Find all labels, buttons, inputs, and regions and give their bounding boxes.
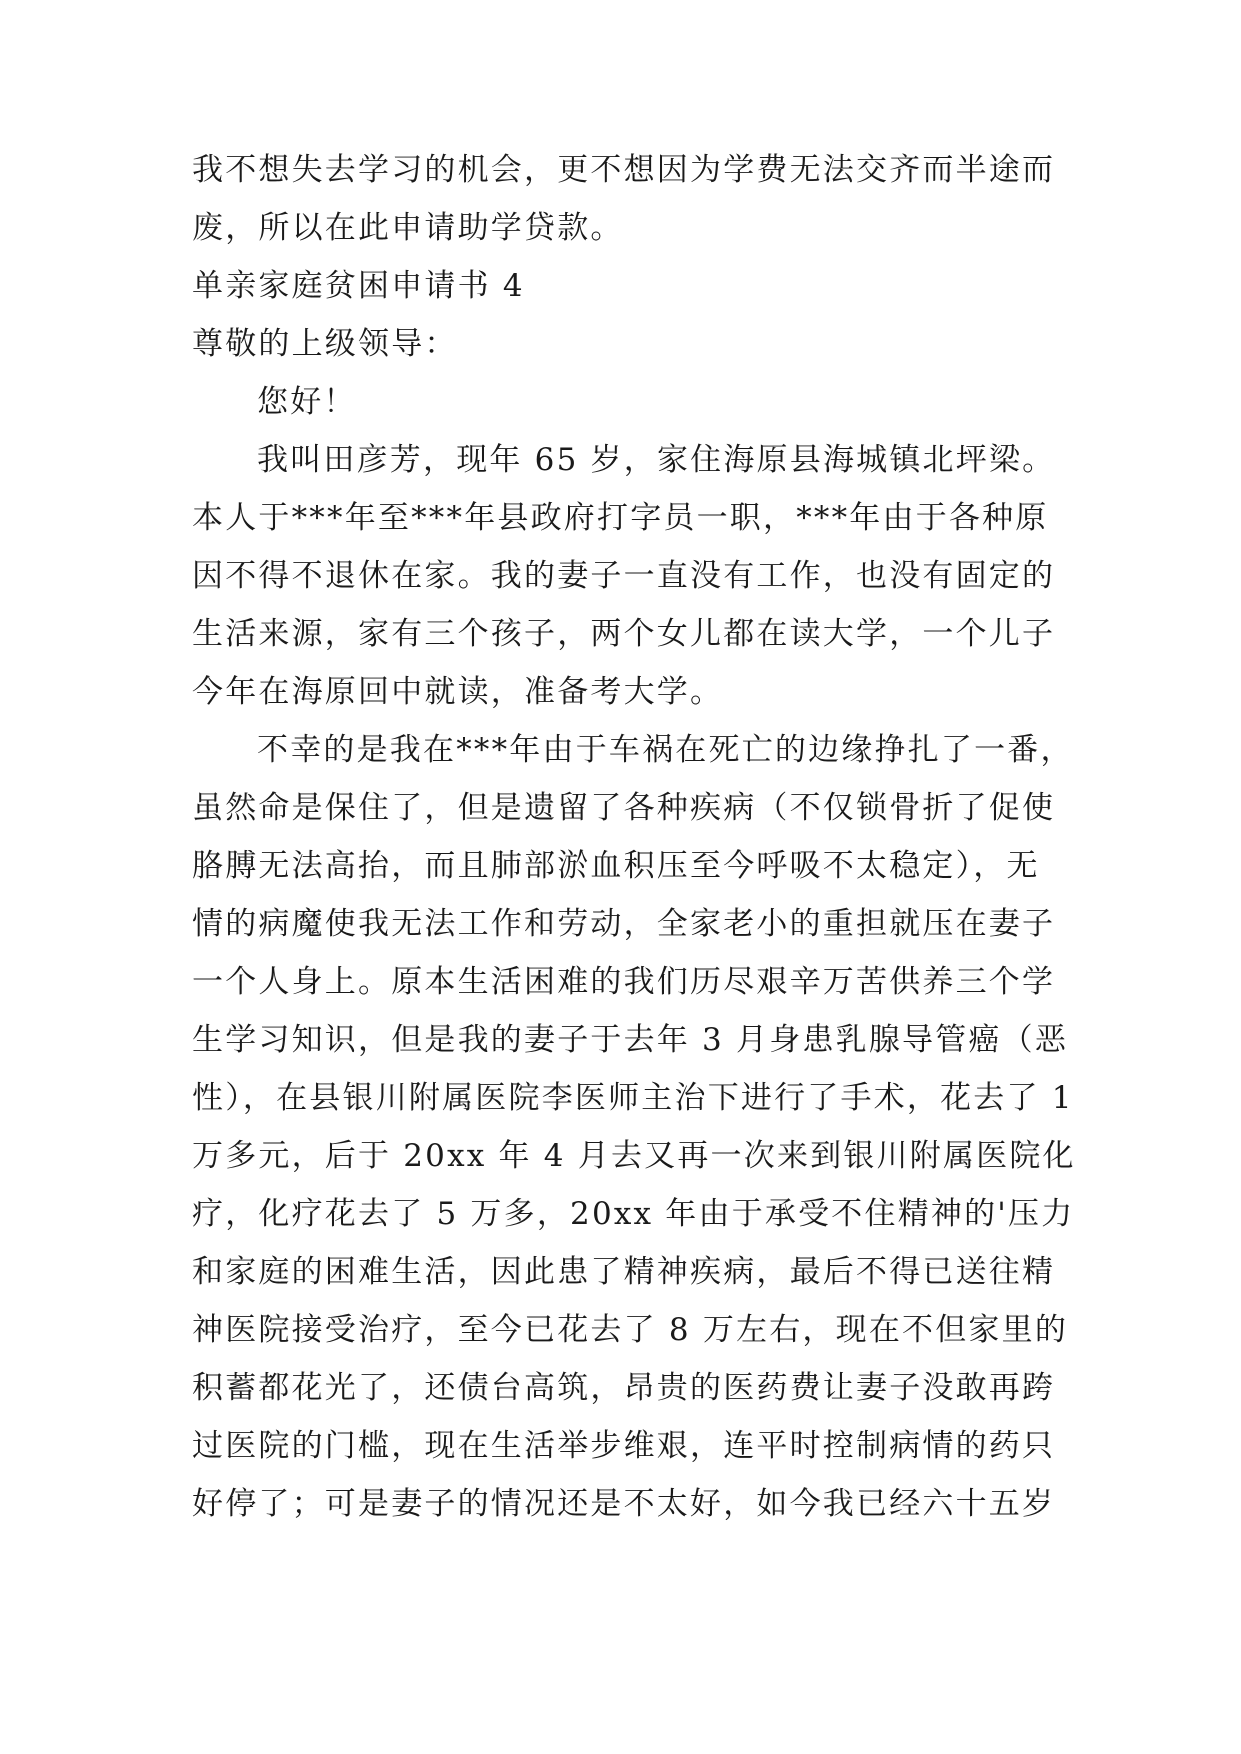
paragraph-line: 因不得不退休在家。我的妻子一直没有工作，也没有固定的: [192, 558, 1056, 594]
salutation: 尊敬的上级领导：: [192, 326, 458, 362]
paragraph-line: 性），在县银川附属医院李医师主治下进行了手术，花去了 1: [192, 1080, 1074, 1116]
paragraph-line: 过医院的门槛，现在生活举步维艰，连平时控制病情的药只: [192, 1428, 1056, 1464]
paragraph-line: 一个人身上。原本生活困难的我们历尽艰辛万苦供养三个学: [192, 964, 1056, 1000]
paragraph-line: 情的病魔使我无法工作和劳动，全家老小的重担就压在妻子: [192, 906, 1056, 942]
paragraph-line: 生活来源，家有三个孩子，两个女儿都在读大学，一个儿子: [192, 616, 1056, 652]
paragraph-line: 生学习知识，但是我的妻子于去年 3 月身患乳腺导管癌（恶: [192, 1022, 1069, 1058]
paragraph-line: 疗，化疗花去了 5 万多，20xx 年由于承受不住精神的'压力: [192, 1196, 1075, 1232]
paragraph-line: 好停了；可是妻子的情况还是不太好，如今我已经六十五岁: [192, 1486, 1056, 1522]
paragraph-line: 胳膊无法高抬，而且肺部淤血积压至今呼吸不太稳定），无: [192, 848, 1040, 884]
paragraph-line: 万多元，后于 20xx 年 4 月去又再一次来到银川附属医院化: [192, 1138, 1076, 1174]
paragraph-line: 虽然命是保住了，但是遗留了各种疾病（不仅锁骨折了促使: [192, 790, 1056, 826]
paragraph-line: 积蓄都花光了，还债台高筑，昂贵的医药费让妻子没敢再跨: [192, 1370, 1056, 1406]
paragraph-line: 今年在海原回中就读，准备考大学。: [192, 674, 724, 710]
section-title: 单亲家庭贫困申请书 4: [192, 268, 525, 304]
paragraph-line: 不幸的是我在***年由于车祸在死亡的边缘挣扎了一番，: [257, 732, 1074, 768]
paragraph-line: 本人于***年至***年县政府打字员一职，***年由于各种原: [192, 500, 1049, 536]
paragraph-line: 我不想失去学习的机会，更不想因为学费无法交齐而半途而: [192, 152, 1056, 188]
greeting: 您好！: [257, 384, 357, 420]
paragraph-line: 废，所以在此申请助学贷款。: [192, 210, 624, 246]
paragraph-line: 神医院接受治疗，至今已花去了 8 万左右，现在不但家里的: [192, 1312, 1069, 1348]
paragraph-line: 和家庭的困难生活，因此患了精神疾病，最后不得已送往精: [192, 1254, 1056, 1290]
paragraph-line: 我叫田彦芳，现年 65 岁，家住海原县海城镇北坪梁。: [257, 442, 1056, 478]
